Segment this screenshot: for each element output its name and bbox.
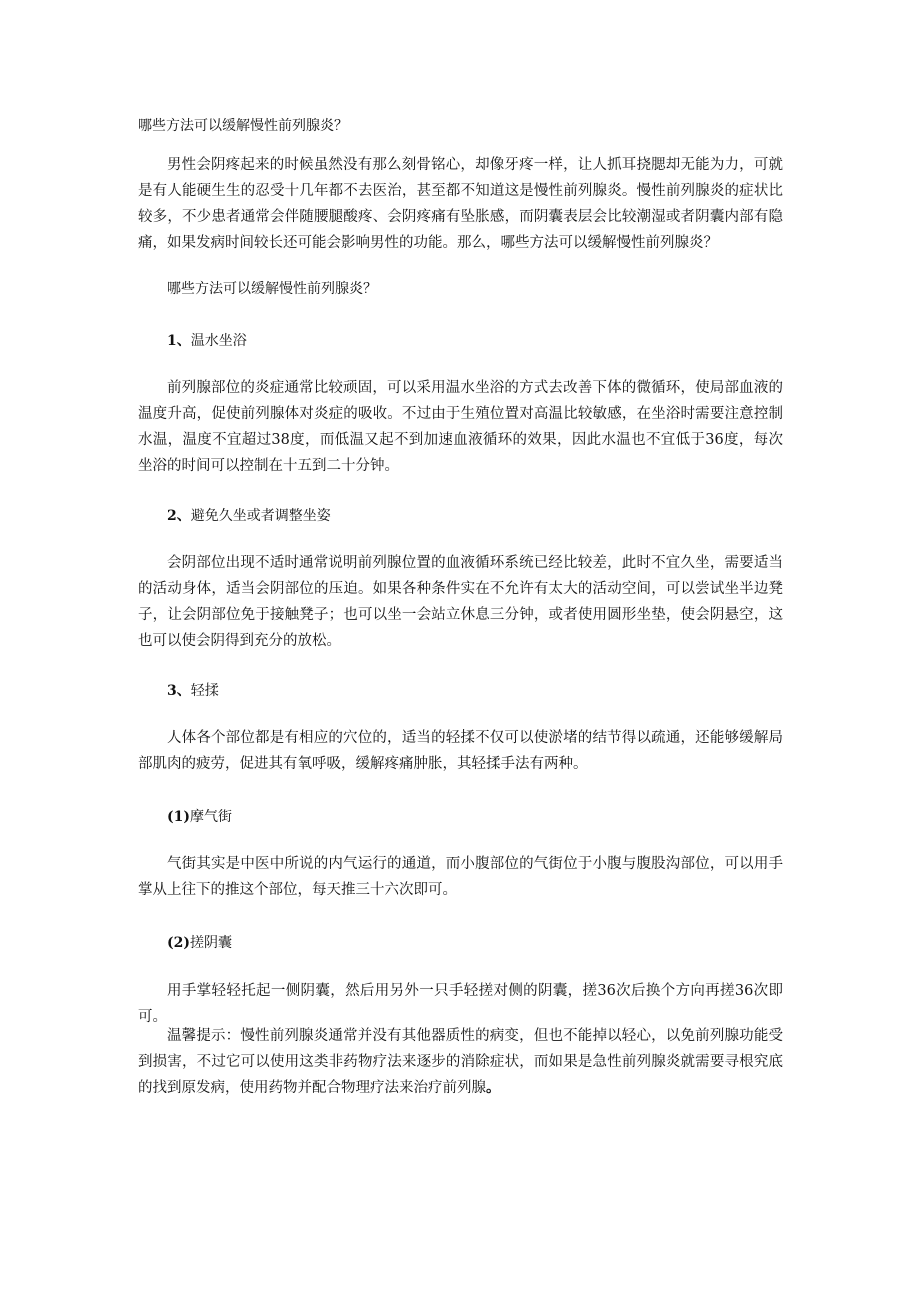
subsection-heading-1 — [167, 806, 777, 828]
section-number: 3、 — [167, 683, 191, 699]
subsection-body-1: 气街其实是中医中所说的内气运行的通道，而小腹部位的气街位于小腹与腹股沟部位，可以用手掌从上往下的推这个部位，每天推三十六次即可。 — [138, 856, 783, 898]
section-heading-1 — [167, 330, 777, 352]
warm-tip — [138, 1023, 783, 1101]
subsection-body-2: 用手掌轻轻托起一侧阴囊，然后用另外一只手轻搓对侧的阴囊，搓36次后换个方向再搓36次即可。 — [138, 983, 783, 1025]
tip-body: 慢性前列腺炎通常并没有其他器质性的病变，但也不能掉以轻心，以免前列腺功能受到损害，不过它可以使用这类非药物疗法来逐步的消除症状，而如果是急性前列腺炎就需要寻根究底的找到原发病，使用药物并配合物理疗法来治疗前列腺 — [138, 1028, 784, 1096]
subtitle: 哪些方法可以缓解慢性前列腺炎？ — [167, 281, 377, 297]
tip-end: 。 — [486, 1080, 501, 1096]
section-number: 1、 — [167, 333, 191, 349]
subsection-heading-2 — [167, 932, 777, 954]
section-number: 2、 — [167, 508, 191, 524]
section-heading-text: 避免久坐或者调整坐姿 — [190, 508, 331, 524]
section-heading-text: 搓阴囊 — [190, 935, 232, 951]
section-heading-text: 摩气街 — [190, 809, 232, 825]
document-title: 哪些方法可以缓解慢性前列腺炎？ — [138, 118, 348, 134]
section-number: (2) — [167, 935, 190, 951]
intro-paragraph: 男性会阴疼起来的时候虽然没有那么刻骨铭心，却像牙疼一样，让人抓耳挠腮却无能为力，可就是有人能硬生生的忍受十几年都不去医治，甚至都不知道这是慢性前列腺炎。慢性前列腺炎的症状比较多，不少患者通常会伴随腰腿酸疼、会阴疼痛有坠胀感，而阴囊表层会比较潮湿或者阴囊内部有隐痛，如果发病时间较长还可能会影响男性的功能。那么，哪些方法可以缓解慢性前列腺炎？ — [138, 157, 783, 251]
section-heading-text: 轻揉 — [190, 683, 219, 699]
section-body-3: 人体各个部位都是有相应的穴位的，适当的轻揉不仅可以使淤堵的结节得以疏通，还能够缓解局部肌肉的疲劳，促进其有氧呼吸，缓解疼痛肿胀，其轻揉手法有两种。 — [138, 730, 783, 772]
section-heading-2 — [167, 505, 777, 527]
section-heading-text: 温水坐浴 — [190, 333, 247, 349]
tip-label: 温馨提示： — [167, 1028, 241, 1044]
section-number: (1) — [167, 809, 190, 825]
section-body-2: 会阴部位出现不适时通常说明前列腺位置的血液循环系统已经比较差，此时不宜久坐，需要适当的活动身体，适当会阴部位的压迫。如果各种条件实在不允许有太大的活动空间，可以尝试坐半边凳子，让会阴部位免于接触凳子；也可以坐一会站立休息三分钟，或者使用圆形坐垫，使会阴悬空，这也可以使会阴得到充分的放松。 — [138, 555, 783, 649]
section-body-1: 前列腺部位的炎症通常比较顽固，可以采用温水坐浴的方式去改善下体的微循环，使局部血液的温度升高，促使前列腺体对炎症的吸收。不过由于生殖位置对高温比较敏感，在坐浴时需要注意控制水温，温度不宜超过38度，而低温又起不到加速血液循环的效果，因此水温也不宜低于36度，每次坐浴的时间可以控制在十五到二十分钟。 — [138, 380, 783, 474]
section-heading-3 — [167, 680, 777, 702]
